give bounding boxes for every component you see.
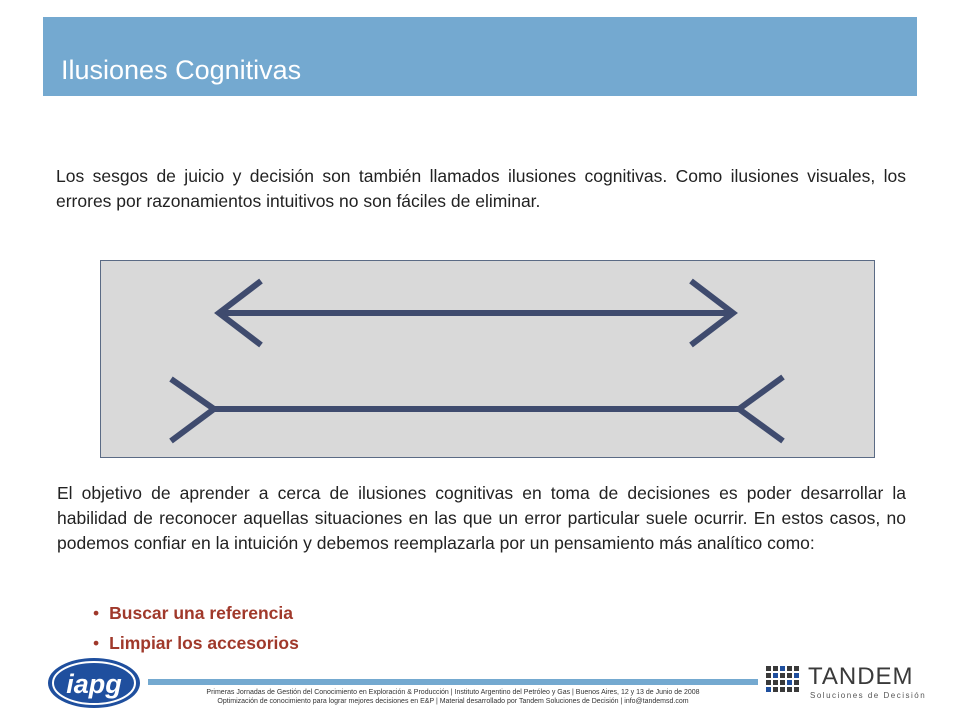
bullet-list bbox=[93, 598, 299, 658]
tandem-logo bbox=[766, 664, 926, 704]
list-item bbox=[93, 598, 299, 628]
footer-text bbox=[148, 688, 758, 706]
top-line-arrow-heads bbox=[219, 281, 733, 345]
tandem-grid-icon bbox=[766, 664, 804, 698]
bullet-dot: • bbox=[93, 603, 100, 623]
illusion-drawing bbox=[101, 261, 876, 459]
slide-title: Ilusiones Cognitivas bbox=[61, 55, 302, 85]
list-item bbox=[93, 628, 299, 658]
bullet-label: Buscar una referencia bbox=[109, 603, 293, 623]
footer-line-2: Optimización de conocimiento para lograr mejores decisiones en E&P | Material desarrollado por Tandem Soluciones de Decisión | info@tandemsd.com bbox=[217, 698, 689, 705]
tandem-logo-name: TANDEM bbox=[808, 663, 914, 690]
footer-line-1: Primeras Jornadas de Gestión del Conocimiento en Exploración & Producción | Instituto Argentino del Petróleo y Gas | Buenos Aires, 12 y 13 de Junio de 2008 bbox=[206, 689, 700, 696]
bottom-right-tail bbox=[739, 377, 783, 441]
body-paragraph: El objetivo de aprender a cerca de ilusiones cognitivas en toma de decisiones es poder desarrollar la habilidad de reconocer aquellas situaciones en las que un error particular suele ocurrir. En estos casos, no podemos confiar en la intuición y debemos reemplazarla por un pensamiento más analítico como: bbox=[57, 483, 906, 553]
iapg-logo-icon bbox=[46, 656, 142, 710]
tandem-logo-tagline: Soluciones de Decisión bbox=[810, 691, 927, 700]
bullet-dot: • bbox=[93, 633, 100, 653]
bottom-line-arrow-tails bbox=[171, 377, 783, 441]
footer-bar bbox=[148, 679, 758, 685]
muller-lyer-illusion-figure bbox=[100, 260, 875, 458]
iapg-logo-text: iapg bbox=[66, 669, 122, 699]
bottom-left-tail bbox=[171, 379, 214, 441]
intro-paragraph: Los sesgos de juicio y decisión son también llamados ilusiones cognitivas. Como ilusiones visuales, los errores por razonamientos intuitivos no son fáciles de eliminar. bbox=[56, 166, 906, 211]
bullet-label: Limpiar los accesorios bbox=[109, 633, 299, 653]
title-bar bbox=[43, 17, 917, 96]
